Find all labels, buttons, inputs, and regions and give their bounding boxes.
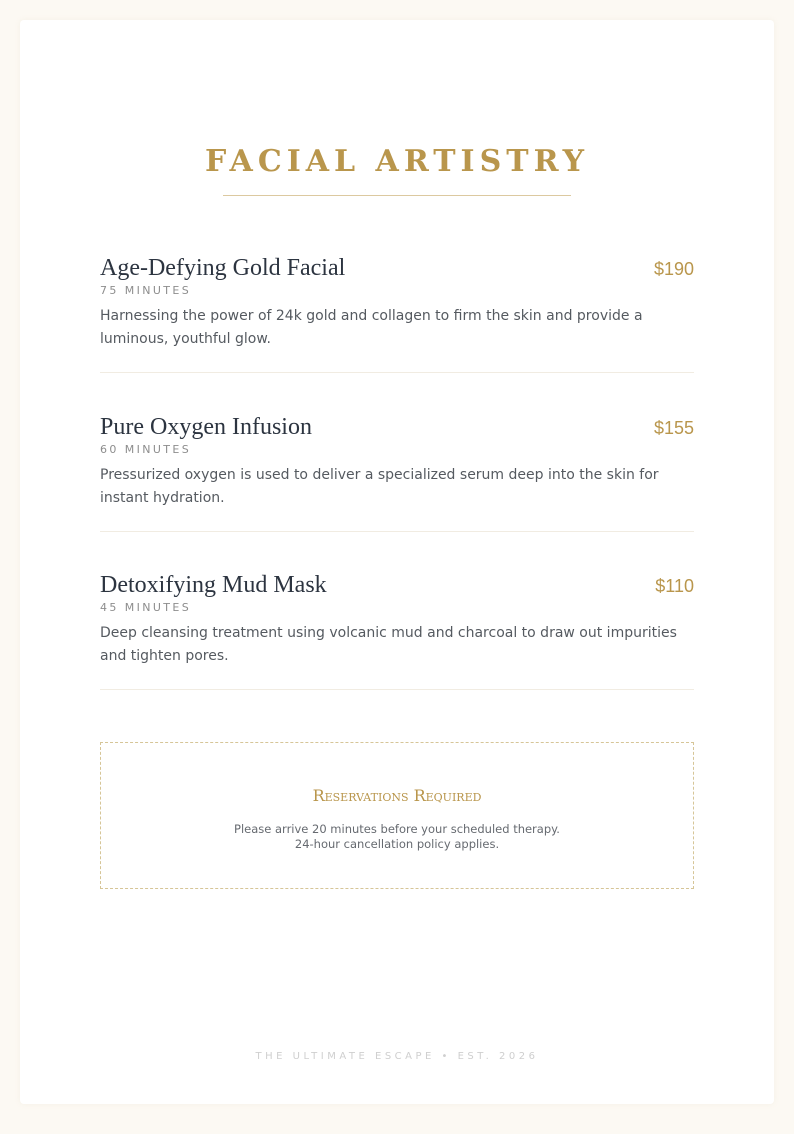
service-description: Pressurized oxygen is used to deliver a specialized serum deep into the skin for instant hydration. <box>100 467 659 506</box>
item-divider <box>100 372 694 373</box>
footer-tagline: THE ULTIMATE ESCAPE • EST. 2026 <box>255 1051 539 1062</box>
service-description: Harnessing the power of 24k gold and collagen to firm the skin and provide a luminous, youthful glow. <box>100 308 643 347</box>
item-divider <box>100 531 694 532</box>
service-price: $110 <box>655 576 694 596</box>
notice-cancellation-text: 24-hour cancellation policy applies. <box>294 837 500 851</box>
page-title: FACIAL ARTISTRY <box>205 144 589 179</box>
notice-title: Reservations Required <box>312 786 482 805</box>
service-duration: 45 MINUTES <box>100 601 192 614</box>
service-description: Deep cleansing treatment using volcanic mud and charcoal to draw out impurities and tighten pores. <box>100 625 677 664</box>
notice-arrival-text: Please arrive 20 minutes before your scheduled therapy. <box>234 822 560 836</box>
service-price: $155 <box>653 418 694 438</box>
menu-page <box>20 20 774 1104</box>
service-price: $190 <box>653 259 694 279</box>
item-divider <box>100 689 694 690</box>
service-name: Pure Oxygen Infusion <box>100 414 312 440</box>
title-divider <box>223 195 571 196</box>
service-name: Age-Defying Gold Facial <box>100 255 346 281</box>
service-name: Detoxifying Mud Mask <box>100 572 327 598</box>
reservations-notice <box>100 742 694 889</box>
service-duration: 60 MINUTES <box>100 443 192 456</box>
service-duration: 75 MINUTES <box>100 284 192 297</box>
